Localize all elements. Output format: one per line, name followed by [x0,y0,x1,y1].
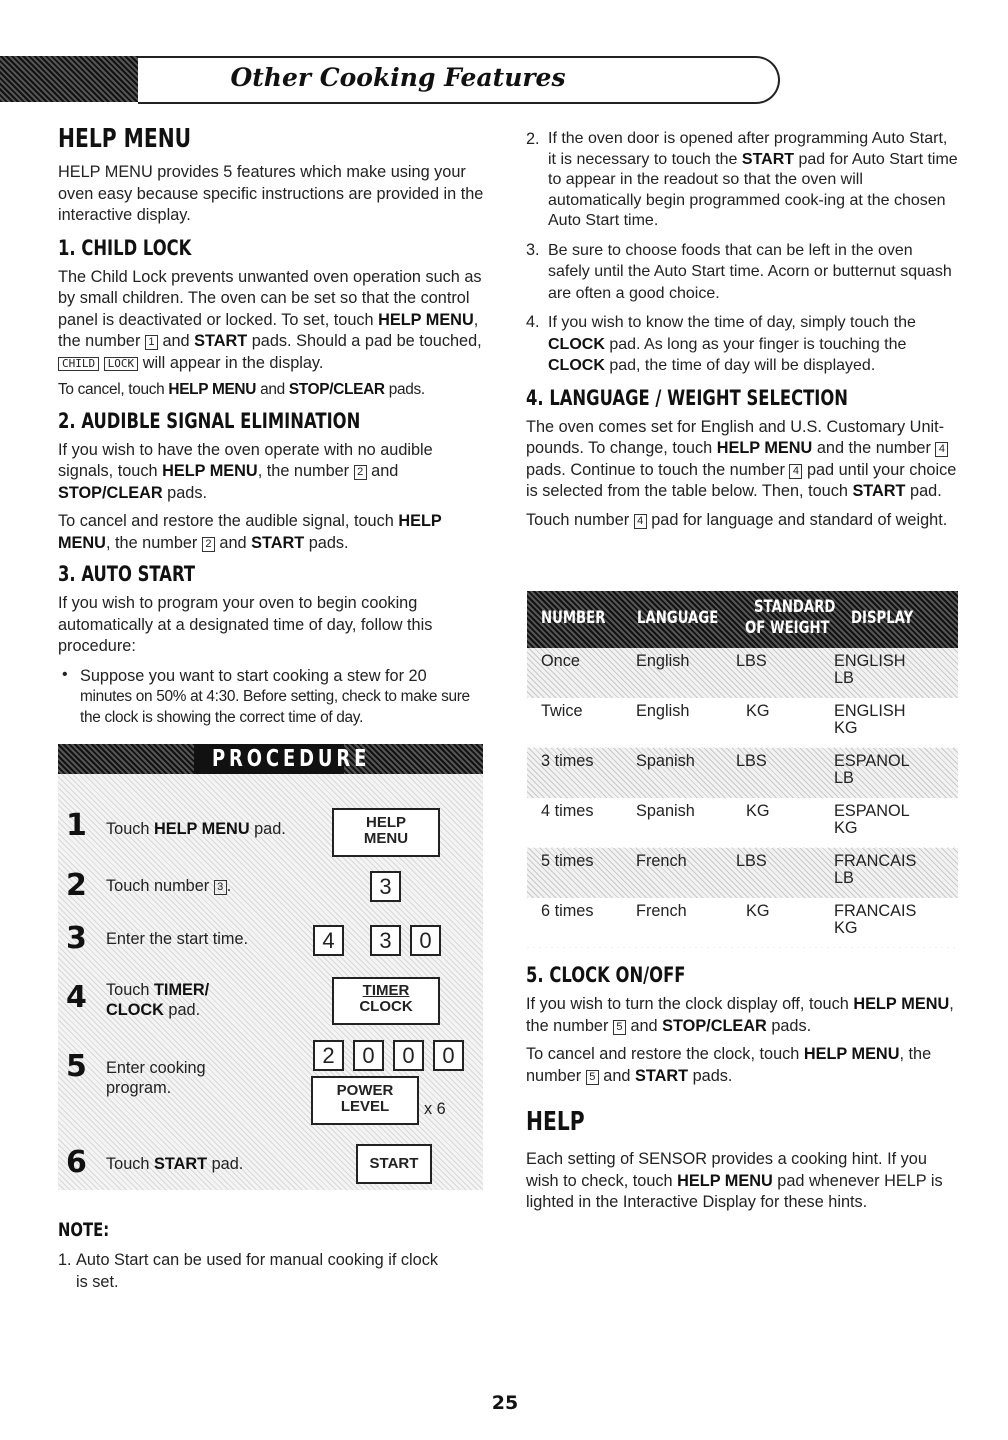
number-4-key: 4 [935,442,948,457]
language-heading: 4. LANGUAGE / WEIGHT SELECTION [526,385,849,410]
step-number: 6 [66,1145,87,1180]
power-level-pad: POWER LEVEL [311,1076,419,1125]
table-cell: FRANCAIS LB [834,852,917,887]
number-2-key: 2 [354,465,367,480]
child-display-key: CHILD [58,357,99,371]
step-text: Enter cooking program. [106,1059,206,1097]
table-row [527,648,958,698]
header-hatch-block [0,56,138,102]
step-text: Enter the start time. [106,930,249,948]
table-header-cell: DISPLAY [851,608,914,628]
table-cell: FRANCAIS KG [834,902,917,937]
step-number: 3 [66,921,87,956]
table-cell: LBS [736,852,767,870]
table-cell: LBS [736,652,767,670]
step-text: Touch TIMER/ CLOCK pad. [106,981,210,1019]
list-item: 2. If the oven door is opened after programming Auto Start, it is necessary to touch the START pad for Auto Start time to appear in the readout so that the oven will automatically begin programmed cook-ing at the chosen Auto Start time. [526,130,958,229]
note-section [58,1218,488,1293]
audible-heading: 2. AUDIBLE SIGNAL ELIMINATION [58,408,361,433]
step-text: Touch START pad. [106,1155,244,1173]
table-cell: English [636,652,690,670]
table-cell: KG [746,902,770,920]
digit-pad: 3 [370,925,401,956]
note-heading: NOTE: [58,1219,110,1241]
digit-pad: 3 [370,871,401,902]
bullet-dot: • [62,665,68,683]
table-cell: ESPANOL KG [834,802,910,837]
help-menu-pad: HELP MENU [332,808,440,857]
step-text: Touch HELP MENU pad. [106,820,286,838]
table-cell: 5 times [541,852,594,870]
procedure-box [58,744,483,1190]
audible-text: If you wish to have the oven operate with no audible signals, touch HELP MENU, the number 2 and STOP/CLEAR pads. [58,440,433,502]
digit-pad: 0 [433,1040,464,1071]
clock-onoff-cancel: To cancel and restore the clock, touch HELP MENU, the number 5 and START pads. [526,1045,932,1085]
clock-onoff-heading: 5. CLOCK ON/OFF [526,963,686,987]
auto-start-bullet: • Suppose you want to start cooking a stew for 20 minutes on 50% at 4:30. Before setting, check to make sure the clock is showing the correct time of day. [62,665,470,726]
step-number: 1 [66,808,87,843]
child-lock-text: The Child Lock prevents unwanted oven operation such as by small children. The oven can be set so that the control panel is deactivated or locked. To set, touch HELP MENU, the number 1 and START pads. Should a pad be touched, CHILD LOCK will appear in the display. [58,267,482,372]
number-5-key: 5 [586,1070,599,1085]
table-cell: ENGLISH LB [834,652,906,687]
table-cell: 4 times [541,802,594,820]
auto-start-continued [526,129,958,531]
digit-pad: 2 [313,1040,344,1071]
table-row [527,798,958,848]
table-header-cell: NUMBER [541,608,606,628]
table-row [527,698,958,748]
table-header [527,591,958,648]
procedure-title-bar [58,744,483,774]
number-2-key: 2 [202,537,215,552]
table-body [527,648,958,948]
language-text-2: Touch number 4 pad for language and standard of weight. [526,510,948,529]
table-row [527,748,958,798]
table-cell: LBS [736,752,767,770]
help-menu-intro: HELP MENU provides 5 features which make using your oven easy because specific instructions are provided in the interactive display. [58,163,484,224]
table-header-cell: STANDARD [754,597,836,617]
table-cell: KG [746,702,770,720]
table-header-cell: LANGUAGE [637,608,719,628]
table-cell: ESPANOL LB [834,752,910,787]
table-cell: Once [541,652,580,670]
list-item: 3. Be sure to choose foods that can be left in the oven safely until the Auto Start time. Acorn or butternut squash are often a good choice. [526,240,952,302]
number-5-key: 5 [613,1020,626,1035]
step-number: 5 [66,1049,87,1084]
digit-pad: 0 [410,925,441,956]
number-4-key: 4 [789,464,802,479]
header-title: Other Cooking Features [230,63,566,92]
digit-pad: 0 [353,1040,384,1071]
digit-pad: 4 [313,925,344,956]
lock-display-key: LOCK [104,357,139,371]
note-item: 1. Auto Start can be used for manual cooking if clock is set. [58,1251,439,1291]
table-cell: French [636,852,687,870]
table-cell: Twice [541,702,583,720]
auto-start-text: If you wish to program your oven to begin cooking automatically at a designated time of day, follow this procedure: [58,594,433,655]
table-cell: KG [746,802,770,820]
table-cell: Spanish [636,802,695,820]
table-cell: Spanish [636,752,695,770]
digit-pad: 0 [393,1040,424,1071]
start-pad: START [356,1144,432,1184]
step-text: Touch number 3 . [106,877,232,895]
table-row [527,898,958,948]
table-cell: English [636,702,690,720]
table-cell: French [636,902,687,920]
clock-onoff-text: If you wish to turn the clock display off, touch HELP MENU, the number 5 and STOP/CLEAR pads. [526,995,954,1035]
number-3-key: 3 [214,880,227,895]
step-number: 2 [66,868,87,903]
help-menu-heading: HELP MENU [58,124,192,154]
table-cell: 6 times [541,902,594,920]
help-menu-section [58,122,486,728]
number-4-key: 4 [634,514,647,529]
child-lock-cancel: To cancel, touch HELP MENU and STOP/CLEAR pads. [58,381,425,398]
page-number: 25 [491,1392,519,1414]
procedure-title: PROCEDURE [212,746,371,772]
auto-start-heading: 3. AUTO START [58,562,196,586]
language-text: The oven comes set for English and U.S. Customary Unit-pounds. To change, touch HELP MENU and the number 4 pads. Continue to touch the number 4 pad until your choice is selected from the table below. Then, touch START pad. [526,417,957,500]
clock-onoff-section [526,961,958,1214]
power-level-times: x 6 [424,1100,446,1118]
table-cell: 3 times [541,752,594,770]
audible-cancel: To cancel and restore the audible signal, touch HELP MENU, the number 2 and START pads. [58,512,442,552]
list-item: 4. If you wish to know the time of day, simply touch the CLOCK pad. As long as your finger is touching the CLOCK pad, the time of day will be displayed. [526,313,916,374]
language-table [527,591,958,948]
help-heading: HELP [526,1107,585,1137]
table-cell: ENGLISH KG [834,702,906,737]
table-header-cell: OF WEIGHT [745,618,830,638]
timer-clock-pad: TIMER CLOCK [332,977,440,1025]
table-row [527,848,958,898]
step-number: 4 [66,980,87,1015]
number-1-key: 1 [145,335,158,350]
help-text: Each setting of SENSOR provides a cooking hint. If you wish to check, touch HELP MENU pad whenever HELP is lighted in the Interactive Display for these hints. [526,1150,943,1211]
child-lock-heading: 1. CHILD LOCK [58,235,192,260]
